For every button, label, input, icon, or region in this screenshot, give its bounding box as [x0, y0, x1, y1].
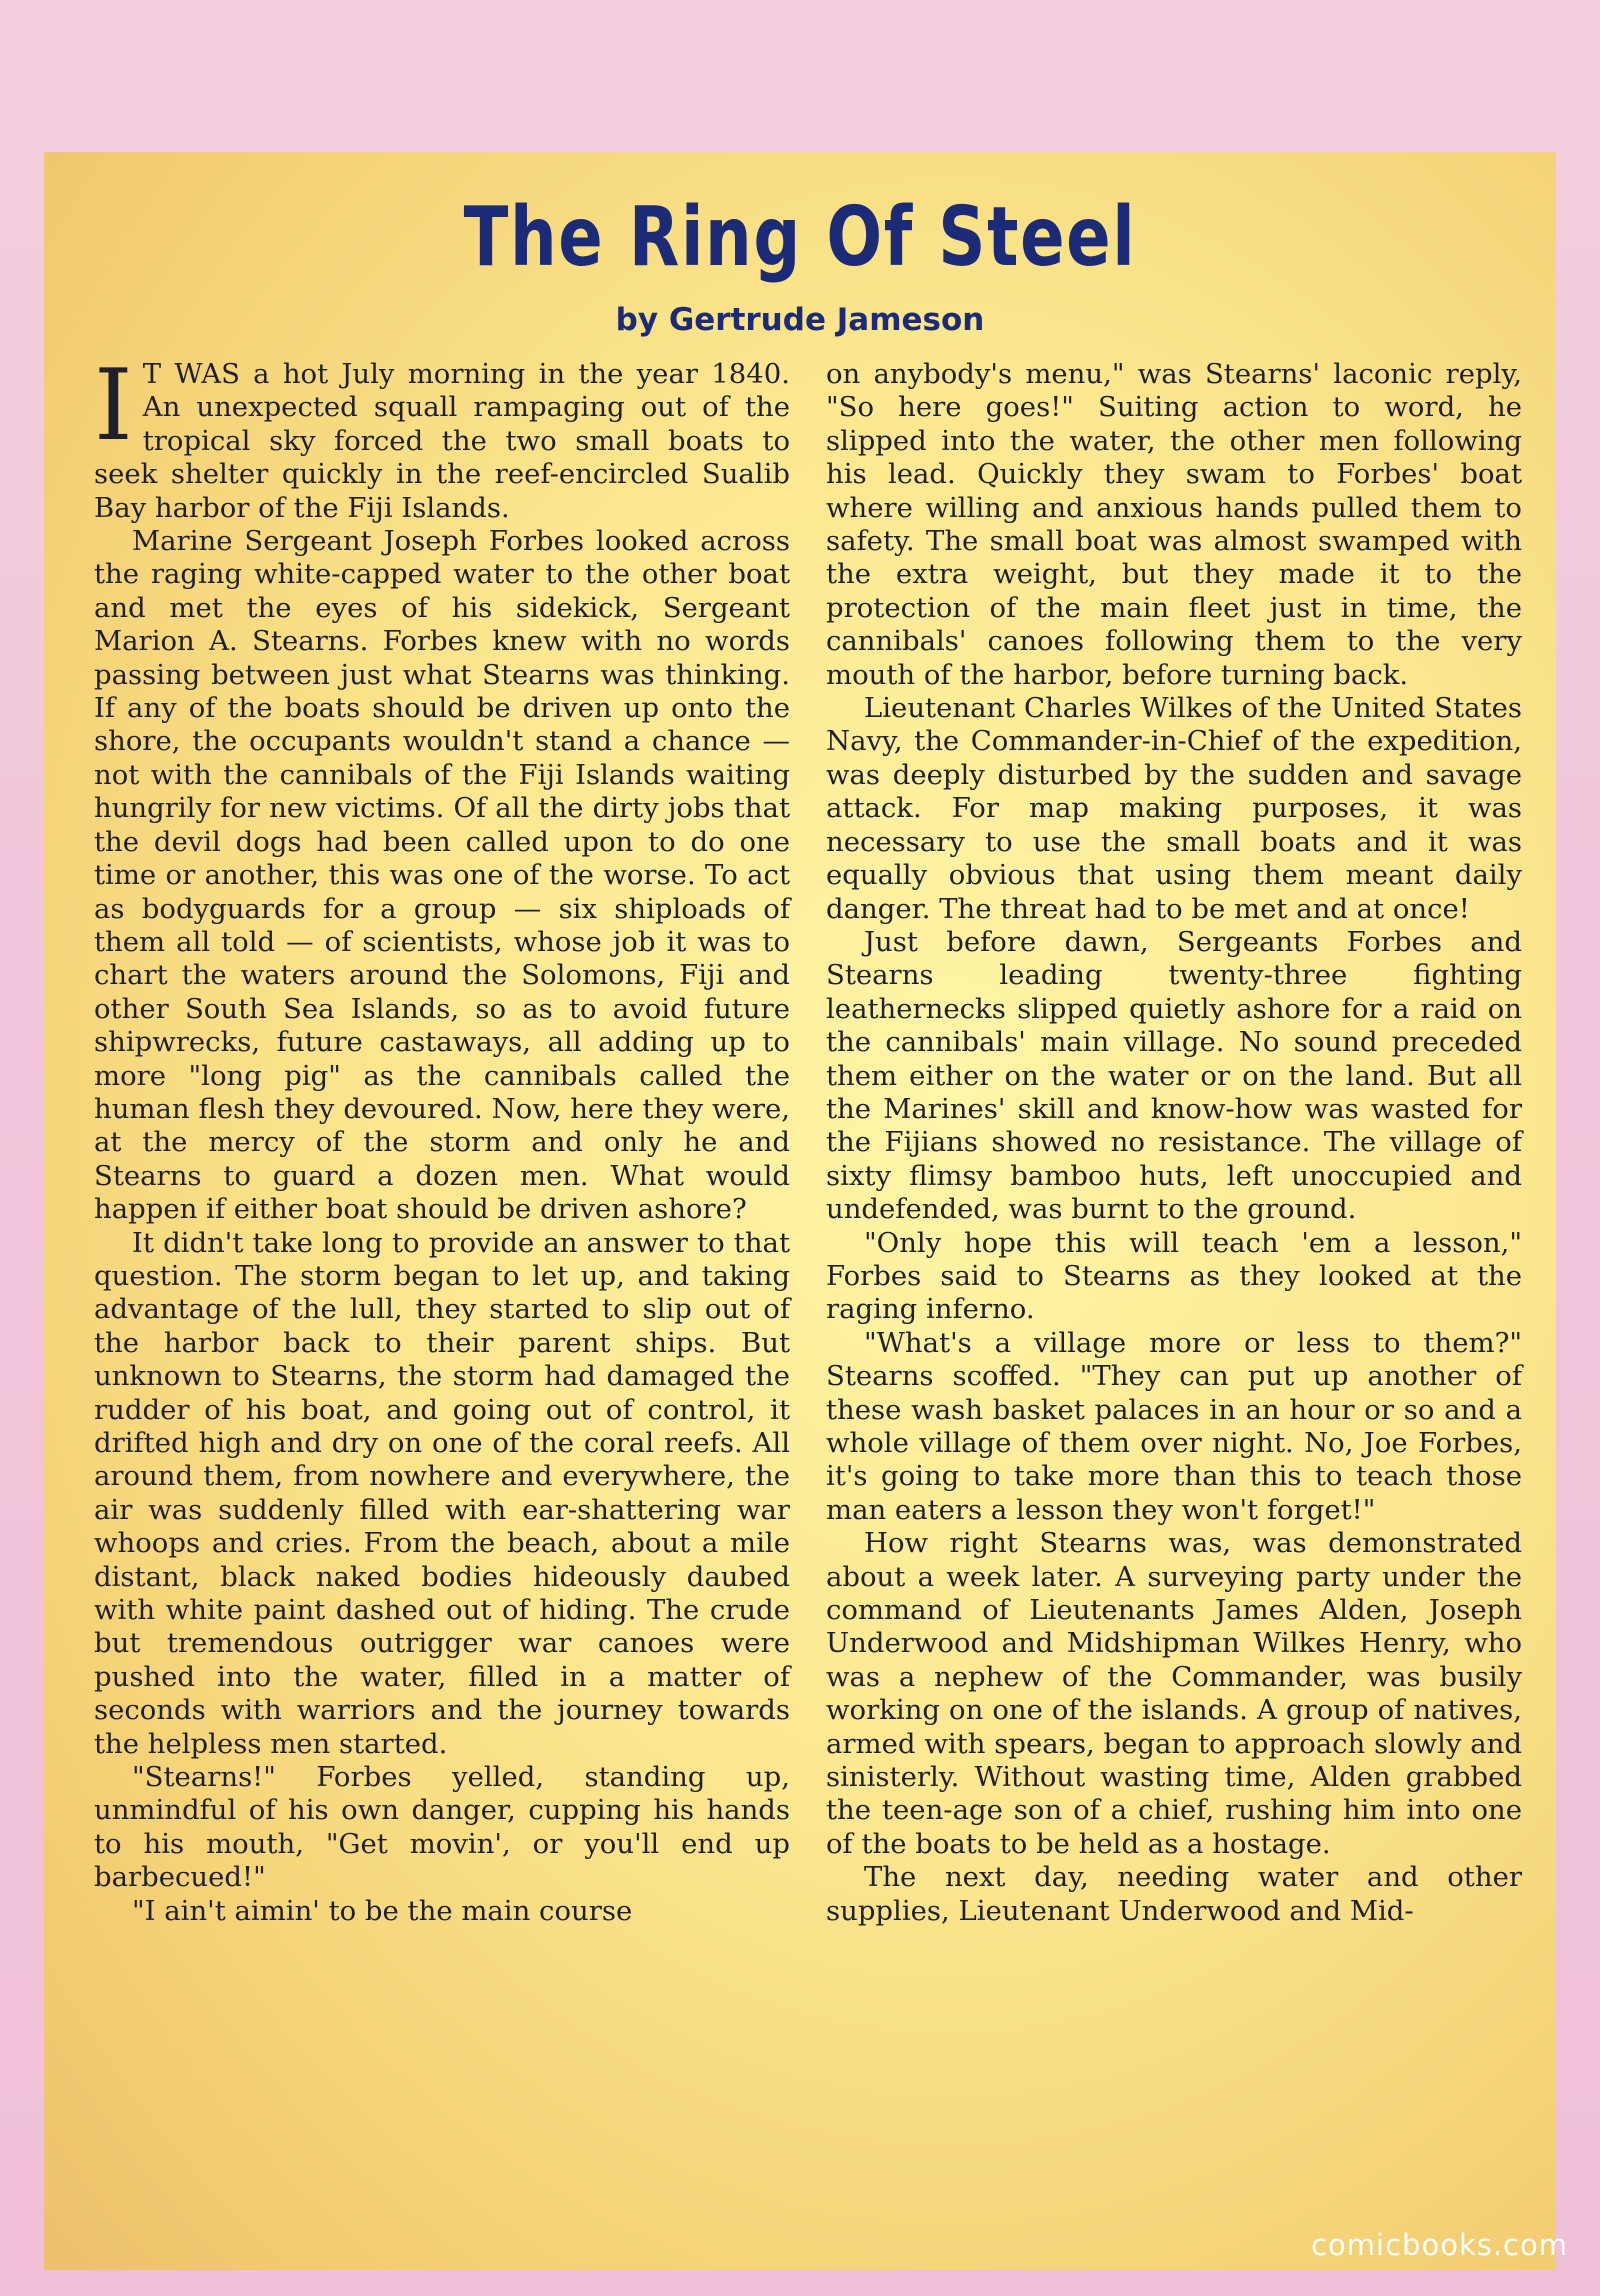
- story-byline: by Gertrude Jameson: [615, 302, 985, 338]
- left-column: [94, 349, 790, 1928]
- paragraph-text: T WAS a hot July morning in the year 1840. An unexpected squall rampaging out of the tropical sky forced the two small boats to seek shelter quickly in the reef-encircled Sualib Bay harbor of the Fiji Islands.: [94, 358, 790, 524]
- paragraph: "I ain't aimin' to be the main course: [132, 1894, 633, 1927]
- story-panel: [44, 152, 1556, 2270]
- paragraph: Marine Sergeant Joseph Forbes looked across the raging white-capped water to the other boat and met the eyes of his sidekick, Sergeant Marion A. Stearns. Forbes knew with no words passing between just what Stearns was thinking. If any of the boats should be driven up onto the shore, the occupants wouldn't stand a chance — not with the cannibals of the Fiji Islands waiting hungrily for new victims. Of all the dirty jobs that the devil dogs had been called upon to do one time or another, this was one of the worse. To act as bodyguards for a group — six shiploads of them all told — of scientists, whose job it was to chart the waters around the Solomons, Fiji and other South Sea Islands, so as to avoid future shipwrecks, future castaways, all adding up to more "long pig" as the cannibals called the human flesh they devoured. Now, here they were, at the mercy of the storm and only he and Stearns to guard a dozen men. What would happen if either boat should be driven ashore?: [94, 525, 790, 1226]
- paragraph: The next day, needing water and other supplies, Lieutenant Underwood and Mid-: [826, 1861, 1522, 1927]
- paragraph: "What's a village more or less to them?" Stearns scoffed. "They can put up another of these wash basket palaces in an hour or so and a whole village of them over night. No, Joe Forbes, it's going to take more than this to teach those man eaters a lesson they won't forget!": [826, 1326, 1522, 1526]
- paragraph: How right Stearns was, was demonstrated about a week later. A surveying party under the command of Lieutenants James Alden, Joseph Underwood and Midshipman Wilkes Henry, who was a nephew of the Commander, was busily working on one of the islands. A group of natives, armed with spears, began to approach slowly and sinisterly. Without wasting time, Alden grabbed the teen-age son of a chief, rushing him into one of the boats to be held as a hostage.: [826, 1527, 1522, 1860]
- paragraph: It didn't take long to provide an answer to that question. The storm began to let up, and taking advantage of the lull, they started to slip out of the harbor back to their parent ships. But unknown to Stearns, the storm had damaged the rudder of his boat, and going out of control, it drifted high and dry on one of the coral reefs. All around them, from nowhere and everywhere, the air was suddenly filled with ear-shattering war whoops and cries. From the beach, about a mile distant, black naked bodies hideously daubed with white paint dashed out of hiding. The crude but tremendous outrigger war canoes were pushed into the water, filled in a matter of seconds with warriors and the journey towards the helpless men started.: [94, 1226, 790, 1760]
- story-title: The Ring Of Steel: [463, 190, 1137, 285]
- paragraph: "Stearns!" Forbes yelled, standing up, unmindful of his own danger, cupping his hands to his mouth, "Get movin', or you'll end up barbecued!": [94, 1761, 790, 1894]
- drop-cap: I: [94, 349, 133, 463]
- paragraph: Lieutenant Charles Wilkes of the United States Navy, the Commander-in-Chief of the expedition, was deeply disturbed by the sudden and savage attack. For map making purposes, it was necessary to use the small boats and it was equally obvious that using them meant daily danger. The threat had to be met and at once!: [826, 692, 1522, 925]
- right-column: [826, 358, 1522, 1928]
- paragraph: Just before dawn, Sergeants Forbes and Stearns leading twenty-three fighting leathernecks slipped quietly ashore for a raid on the cannibals' main village. No sound preceded them either on the water or on the land. But all the Marines' skill and know-how was wasted for the Fijians showed no resistance. The village of sixty flimsy bamboo huts, left unoccupied and undefended, was burnt to the ground.: [826, 925, 1522, 1226]
- paragraph: "Only hope this will teach 'em a lesson," Forbes said to Stearns as they looked at the raging inferno.: [826, 1226, 1522, 1326]
- paragraph: on anybody's menu," was Stearns' laconic reply, "So here goes!" Suiting action to word, he slipped into the water, the other men following his lead. Quickly they swam to Forbes' boat where willing and anxious hands pulled them to safety. The small boat was almost swamped with the extra weight, but they made it to the protection of the main fleet just in time, the cannibals' canoes following them to the very mouth of the harbor, before turning back.: [826, 358, 1522, 691]
- paragraph: [94, 349, 790, 525]
- site-watermark: comicbooks.com: [1311, 2228, 1568, 2262]
